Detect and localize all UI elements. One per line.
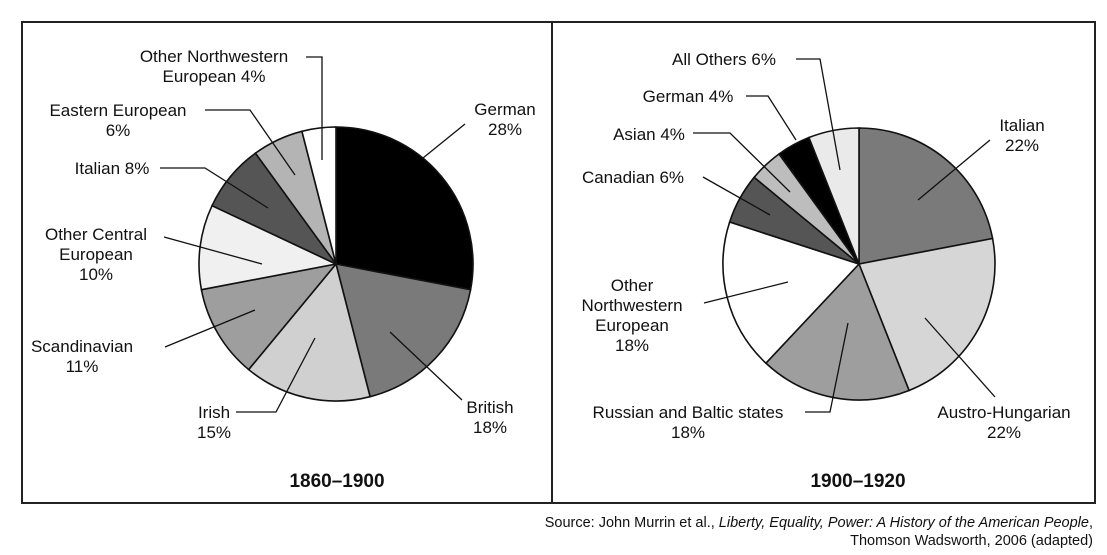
- pie-1860-1900: [31, 47, 536, 442]
- slice-label-german: German 4%: [642, 87, 734, 106]
- slice-label-other-northwestern-european: Other Northwestern European 18%: [581, 276, 683, 355]
- slice-label-other-northwestern-european: Other Northwestern European 4%: [139, 47, 289, 86]
- slice-label-asian: Asian 4%: [613, 125, 685, 144]
- slice-label-irish: Irish 15%: [196, 403, 232, 442]
- source-book-title: Liberty, Equality, Power: A History of the American People: [718, 515, 1089, 531]
- source-prefix: Source: John Murrin et al.,: [544, 515, 719, 531]
- slice-label-eastern-european: Eastern European 6%: [49, 101, 187, 140]
- source-suffix: ,: [1088, 515, 1093, 531]
- source-line-2: Thomson Wadsworth, 2006 (adapted): [850, 533, 1093, 549]
- leader-line-german: [423, 124, 465, 158]
- slice-label-british: British 18%: [466, 398, 514, 437]
- slice-label-canadian: Canadian 6%: [581, 168, 685, 187]
- slice-label-german: German 28%: [474, 100, 536, 139]
- source-citation: [545, 514, 1093, 550]
- slice-label-italian: Italian 8%: [74, 159, 150, 178]
- source-line-1: [545, 514, 1093, 532]
- slice-label-all-others: All Others 6%: [672, 50, 776, 69]
- leader-line-german: [746, 96, 796, 140]
- pie-slice-german: [336, 127, 473, 290]
- slice-label-other-central-european: Other Central European 10%: [44, 225, 148, 284]
- slice-label-italian: Italian 22%: [999, 116, 1045, 155]
- slice-label-russian-and-baltic-states: Russian and Baltic states 18%: [592, 403, 784, 442]
- chart-title-1900-1920: 1900–1920: [810, 471, 906, 492]
- chart-title-1860-1900: 1860–1900: [289, 471, 385, 492]
- slice-label-scandinavian: Scandinavian 11%: [30, 337, 134, 376]
- pie-1900-1920: [581, 50, 1070, 442]
- slice-label-austro-hungarian: Austro-Hungarian 22%: [937, 403, 1071, 442]
